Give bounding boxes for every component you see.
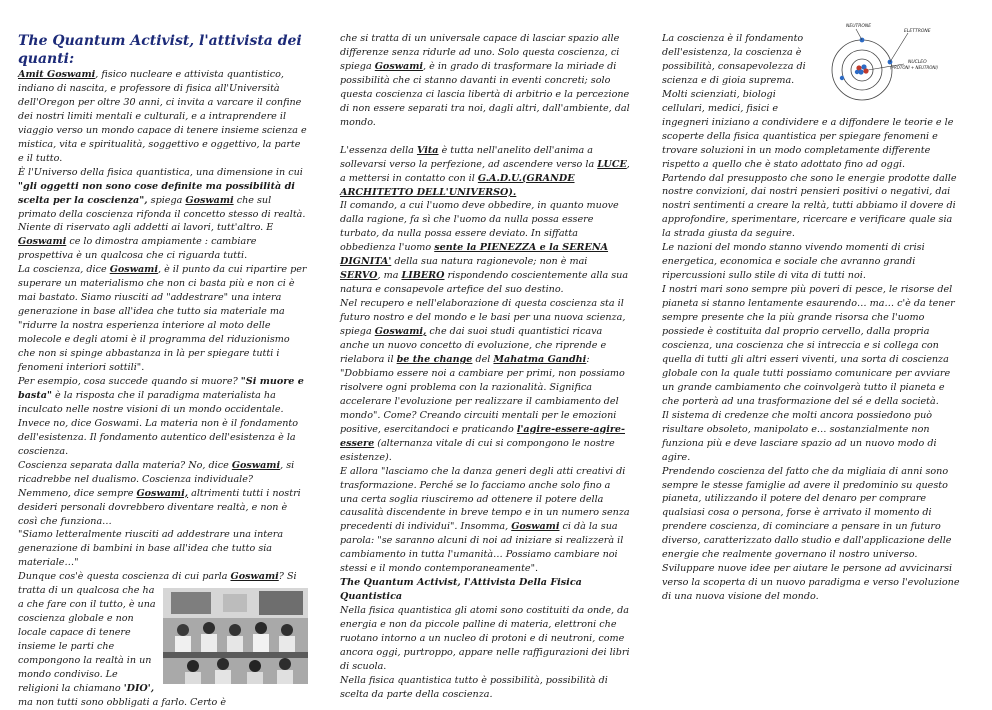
paragraph-universe (18, 166, 308, 264)
bold-quote: "gli oggetti non sono cose definite ma possibilità di scelta per la coscienza", (18, 180, 295, 206)
text: spiega (147, 194, 186, 206)
paragraph-atoms: Nella fisica quantistica gli atomi sono costituiti da onde, da energia e non da piccole palline di materia, elettroni che ruotano intorno a un nucleo di protoni e di neutroni, come ancora oggi, purtroppo, appare nelle raffigurazioni dei libri di scuola. (340, 605, 630, 672)
text: ce lo dimostra ampiamente : cambiare prospettiva è un qualcosa che ci riguarda tutti. (18, 236, 257, 262)
paragraph-universal (340, 32, 630, 130)
label-nucleus: NUCLEO (908, 60, 927, 65)
text: della sua natura ragionevole; non è mai (391, 256, 588, 268)
bold-word: G.A.D.U.(GRANDE ARCHITETTO DELL'UNIVERSO). (340, 172, 575, 198)
text: del (472, 353, 494, 365)
text: che sul primato della coscienza rifonda il concetto stesso di realtà. Niente di riservato agli addetti ai lavori, tutt'altro. E (18, 194, 306, 234)
paragraph-consciousness (18, 263, 308, 375)
text: , a mettersi in contatto con il (340, 158, 630, 184)
paragraph-future (340, 297, 630, 464)
paragraph-crisis: Le nazioni del mondo stanno vivendo momenti di crisi energetica, economica e sociale che avranno grandi ripercussioni sullo stile di vita di tutti noi. (662, 242, 925, 282)
text: L'essenza della (340, 144, 417, 156)
paragraph-ideas: Sviluppare nuove idee per aiutare le persone ad avvicinarsi verso la scoperta di un nuovo paradigma e verso l'evoluzione di una nuova visione del mondo. (662, 563, 960, 603)
author-name: Goswami (230, 571, 279, 583)
text: : "Dobbiamo essere noi a cambiare per primi, non possiamo risolvere ogni problema con la razionalità. Significa accelerare l'evoluzione per realizzare il cambiamento del mondo". Come? Creando circuiti mentali per le emozioni positive, esercitandoci e praticando (340, 353, 625, 435)
bold-word: Vita (416, 144, 439, 156)
text: è la risposta che il paradigma materialista ha inculcato nelle nostre visioni di un mondo occidentale. Invece no, dice Goswami. La materia non è il fondamento dell'esistenza. Il fondamento autentico dell'esistenza è la coscienza. (18, 389, 299, 457)
text: La coscienza è il fondamento dell'esistenza, la coscienza è possibilità, consapevolezza di scienza e di gioia suprema. (662, 33, 806, 86)
paragraph-possibility: Nella fisica quantistica tutto è possibilità, possibilità di scelta da parte della coscienza. (340, 674, 608, 700)
bold-word: l'agire-essere-agire-essere (340, 423, 625, 449)
author-name: Goswami (511, 521, 560, 533)
column-right (662, 24, 962, 604)
label-nucleus-detail: (PROTONI + NEUTRONI) (890, 65, 939, 70)
paragraph-god (18, 570, 308, 710)
paragraph-resources: I nostri mari sono sempre più poveri di pesce, le risorse del pianeta si stanno lentamente esaurendo… ma… c'è da tener sempre presente che la più grande risorsa che l'uomo possiede è costituita dal proprio cervello, dalla propria coscienza, una coscienza che si intreccia e si collega con quella di tutti gli altri esseri viventi, una sorta di coscienza globale con la quale tutti possiamo comunicare per avviare un grande cambiamento che coinvolgerà tutto il pianeta e che porterà ad una trasformazione del sé e della società. (662, 284, 955, 407)
subheading: The Quantum Activist, l'Attivista Della Fisica Quantistica (340, 577, 582, 603)
bold-word: be the change (396, 353, 473, 365)
text: Per esempio, cosa succede quando si muore? (18, 375, 241, 387)
author-name: Goswami, (374, 326, 427, 338)
classroom-photo (163, 588, 308, 684)
paragraph-scientists: Molti scienziati, biologi cellulari, medici, fisici e ingegneri iniziano a condividere e a diffondere le teorie e le scoperte della fisica quantistica per spiegare fenomeni e trovare soluzioni in un modo completamente differente rispetto a quello che è stato adottato fino ad oggi. (662, 88, 954, 170)
paragraph-dualism (18, 459, 308, 529)
paragraph-dance (340, 465, 630, 577)
text: (alternanza vitale di cui si compongono le nostre esistenze). (340, 437, 615, 463)
text: Coscienza separata dalla materia? No, dice (18, 459, 232, 471)
bold-word: 'DIO', (123, 682, 155, 694)
author-name: Goswami (374, 60, 423, 72)
paragraph-energies: Partendo dal presupposto che sono le energie prodotte dalle nostre convizioni, dai nostri pensieri positivi o negativi, dai nostri sentimenti a creare la reltà, tutti abbiamo il dovere di approfondire, sperimentare, ricercare e verificare quale sia la strada giusta da seguire. (662, 172, 957, 240)
text: Dunque cos'è questa coscienza di cui parla (18, 571, 231, 583)
paragraph-families: Prendendo coscienza del fatto che da migliaia di anni sono sempre le stesse famiglie ad avere il predominio su questo pianeta, utilizzando il potere del denaro per comprare qualsiasi cosa o persona, forse è arrivato il momento di prendere coscienza, di cominciare a pensare in un futuro diverso, caratterizzato dallo studio e dall'applicazione delle energie che realmente governano il nostro universo. (662, 465, 952, 561)
text: , è il punto da cui ripartire per superare un materialismo che non ci basta più e non ci è mai bastato. Siamo riusciti ad "addestrare" una intera generazione in base all'idea che tutto sia materiale ma "ridurre la nostra esperienza interiore al moto delle molecole e degli atomi è il programma del riduzionismo che non si spinge abbastanza in là per spiegare tutti i fenomeni interiori sottili". (18, 264, 307, 374)
paragraph-quote: "Siamo letteralmente riusciti ad addestrare una intera generazione di bambini in base all'idea che tutto sia materiale…" (18, 529, 284, 569)
text: che si tratta di un universale capace di lasciar spazio alle differenze senza ridurle ad uno. Solo questa coscienza, ci spiega (340, 33, 620, 72)
paragraph-intro (18, 68, 308, 166)
author-name: Goswami (18, 236, 67, 248)
bold-word: Mahatma Gandhi (493, 353, 587, 365)
text: Il comando, a cui l'uomo deve obbedire, in quanto muove dalla ragione, fa sì che l'uomo da nulla possa essere turbato, da nulla possa essere deviato. In siffatta obbedienza l'uomo (340, 200, 619, 254)
author-name: Goswami, (136, 487, 189, 499)
text: E allora "lasciamo che la danza generi degli atti creativi di trasformazione. Perché se lo facciamo anche solo fino a una certa soglia riusciremo ad ottenere il potere della causalità discendente in breve tempo e in un numero senza precedenti di individui". Insomma, (340, 465, 630, 533)
text: È l'Universo della fisica quantistica, una dimensione in cui (18, 166, 303, 178)
text: ci dà la sua parola: "se saranno alcuni di noi ad iniziare si realizzerà il cambiamento in tutta l'umanità… Possiamo cambiare noi stessi e il mondo contemporaneamente". (340, 521, 624, 575)
label-neutron: NEUTRONE (846, 24, 872, 29)
text: è tutta nell'anelito dell'anima a sollevarsi verso la perfezione, ad ascendere verso la (340, 144, 598, 170)
text: La coscienza, dice (18, 264, 110, 276)
text: , si ricadrebbe nel dualismo. Coscienza individuale? Nemmeno, dice sempre (18, 459, 295, 499)
column-middle (340, 32, 630, 702)
text: , ma (377, 270, 402, 282)
article-title: The Quantum Activist, l'attivista dei quanti: (18, 33, 302, 67)
atom-diagram (824, 20, 960, 112)
text: rispondendo coscientemente alla sua natura e consapevole artefice del suo destino. (340, 270, 629, 296)
text: , è in grado di trasformare la miriade di possibilità che ci stanno davanti in eventi concreti; solo questa coscienza ci lascia libertà di arbitrio e la percezione di non essere separati tra noi, dagli altri, dall'ambiente, dal mondo. (340, 60, 630, 128)
text: ? Si tratta di un qualcosa che ha a che fare con il tutto, è una coscienza globale e non locale capace di tenere insieme le parti che compongono la realtà in un mondo condiviso. Le religioni la chiamano (18, 571, 297, 694)
text: ma non tutti sono obbligati a farlo. Certo è (18, 696, 227, 708)
bold-word: LIBERO (401, 270, 445, 282)
author-name: Goswami (185, 194, 234, 206)
column-left (18, 32, 308, 710)
paragraph-command (340, 199, 630, 297)
author-name: Amit Goswami (18, 69, 96, 80)
bold-quote: "Si muore e basta" (18, 375, 304, 401)
bold-word: SERVO (340, 270, 378, 282)
text: Nel recupero e nell'elaborazione di questa coscienza sta il futuro nostro e del mondo e le basi per una nuova scienza, spiega (340, 298, 626, 338)
label-electron: ELETTRONE (904, 29, 931, 34)
text: che dai suoi studi quantistici ricava anche un nuovo concetto di evoluzione, che riprende e rielabora il (340, 326, 607, 365)
author-name: Goswami (109, 264, 158, 276)
author-name: Goswami (231, 459, 281, 471)
spacer (340, 130, 630, 144)
text: altrimenti tutti i nostri desideri personali dovrebbero diventare realtà, e non è così che funziona… (18, 487, 301, 527)
paragraph-death (18, 375, 308, 459)
paragraph-foundation (662, 24, 962, 88)
paragraph-life (340, 144, 630, 200)
bold-word: sente la PIENEZZA e la SERENA DIGNITA' (340, 242, 609, 268)
paragraph-beliefs: Il sistema di credenze che molti ancora possiedono può risultare obsoleto, manipolato e… sostanzialmente non funziona più e deve lasciare spazio ad un nuovo modo di agire. (662, 409, 937, 463)
bold-word: LUCE (597, 158, 627, 170)
text: , fisico nucleare e attivista quantistico, indiano di nascita, e professore di fisica all'Università dell'Oregon per oltre 30 anni, ci invita a varcare il confine dei nostri limiti mentali e culturali, e a intraprendere il viaggio verso un mondo capace di tenere insieme scienza e mistica, vita e spiritualità, soggettivo e oggettivo, la parte e il tutto. (18, 69, 307, 164)
